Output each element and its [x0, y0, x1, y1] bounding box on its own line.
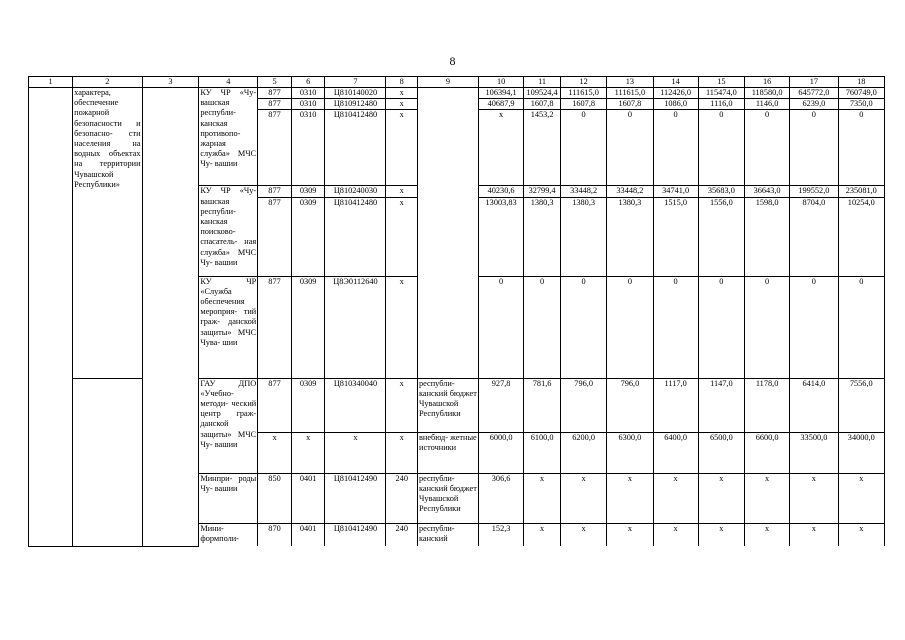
- value-cell: 927,8: [479, 378, 524, 432]
- code-c8: 240: [386, 523, 418, 546]
- code-c5: 877: [258, 186, 292, 197]
- value-cell: 1116,0: [698, 99, 744, 110]
- value-cell: 0: [745, 276, 790, 378]
- value-cell: 8704,0: [790, 197, 838, 276]
- column-number: 11: [524, 77, 561, 88]
- value-cell: 10254,0: [838, 197, 884, 276]
- code-c6: 0309: [291, 197, 325, 276]
- value-cell: х: [607, 473, 653, 523]
- column-number: 14: [653, 77, 698, 88]
- code-c8: х: [386, 432, 418, 473]
- value-cell: х: [524, 473, 561, 523]
- code-c5: 877: [258, 110, 292, 186]
- column-number: 18: [838, 77, 884, 88]
- value-cell: 6414,0: [790, 378, 838, 432]
- value-cell: 1178,0: [745, 378, 790, 432]
- executor-cell: Мини- формполи-: [199, 523, 258, 546]
- column-number: 4: [199, 77, 258, 88]
- funding-source-empty: [418, 88, 479, 379]
- value-cell: 0: [698, 276, 744, 378]
- code-c8: х: [386, 378, 418, 432]
- value-cell: 0: [790, 276, 838, 378]
- column-number: 7: [325, 77, 386, 88]
- column-number: 15: [698, 77, 744, 88]
- column-number: 5: [258, 77, 292, 88]
- code-c5: 877: [258, 197, 292, 276]
- value-cell: 118580,0: [745, 88, 790, 99]
- code-c5: 870: [258, 523, 292, 546]
- funding-source: республи- канский бюджет Чувашской Республики: [418, 473, 479, 523]
- code-c7: Ц8Э0112640: [325, 276, 386, 378]
- value-cell: 34741,0: [653, 186, 698, 197]
- code-c7: Ц810240030: [325, 186, 386, 197]
- value-cell: 152,3: [479, 523, 524, 546]
- value-cell: х: [524, 523, 561, 546]
- value-cell: 7350,0: [838, 99, 884, 110]
- value-cell: 199552,0: [790, 186, 838, 197]
- table-row: [29, 88, 885, 99]
- code-c7: Ц810412480: [325, 110, 386, 186]
- value-cell: 1117,0: [653, 378, 698, 432]
- executor-cell: КУ ЧР «Чу- вашская республи- канская поисково- спасатель- ная служба» МЧС Чу- вашии: [199, 186, 258, 276]
- value-cell: 1607,8: [524, 99, 561, 110]
- code-c5: 877: [258, 378, 292, 432]
- code-c7: Ц810412490: [325, 523, 386, 546]
- funding-source: республи- канский бюджет Чувашской Республики: [418, 378, 479, 432]
- value-cell: 32799,4: [524, 186, 561, 197]
- cell-col3: [142, 88, 199, 547]
- value-cell: 1607,8: [561, 99, 607, 110]
- code-c6: 0310: [291, 88, 325, 99]
- value-cell: 111615,0: [561, 88, 607, 99]
- code-c8: х: [386, 276, 418, 378]
- column-number: 16: [745, 77, 790, 88]
- value-cell: 1598,0: [745, 197, 790, 276]
- value-cell: х: [698, 523, 744, 546]
- value-cell: 112426,0: [653, 88, 698, 99]
- value-cell: 111615,0: [607, 88, 653, 99]
- value-cell: 0: [561, 110, 607, 186]
- value-cell: х: [479, 110, 524, 186]
- value-cell: 33500,0: [790, 432, 838, 473]
- value-cell: 13003,83: [479, 197, 524, 276]
- code-c7: Ц810140020: [325, 88, 386, 99]
- value-cell: 0: [653, 110, 698, 186]
- value-cell: х: [653, 523, 698, 546]
- value-cell: х: [790, 473, 838, 523]
- value-cell: 6239,0: [790, 99, 838, 110]
- value-cell: 1146,0: [745, 99, 790, 110]
- value-cell: 760749,0: [838, 88, 884, 99]
- value-cell: 235081,0: [838, 186, 884, 197]
- code-c8: х: [386, 197, 418, 276]
- value-cell: 1147,0: [698, 378, 744, 432]
- code-c6: 0309: [291, 186, 325, 197]
- value-cell: 0: [607, 276, 653, 378]
- value-cell: 1556,0: [698, 197, 744, 276]
- funding-source: внебюд- жетные источники: [418, 432, 479, 473]
- value-cell: 0: [524, 276, 561, 378]
- value-cell: х: [561, 523, 607, 546]
- column-number: 6: [291, 77, 325, 88]
- cell-col2-empty: [73, 378, 142, 546]
- executor-cell: КУ ЧР «Служба обеспечения мероприя- тий граж- данской защиты» МЧС Чува- шии: [199, 276, 258, 378]
- value-cell: 33448,2: [607, 186, 653, 197]
- code-c7: Ц810340040: [325, 378, 386, 432]
- page-number: 8: [449, 54, 456, 68]
- value-cell: х: [790, 523, 838, 546]
- value-cell: 0: [698, 110, 744, 186]
- column-number: 8: [386, 77, 418, 88]
- value-cell: 36643,0: [745, 186, 790, 197]
- value-cell: 40230,6: [479, 186, 524, 197]
- value-cell: 6200,0: [561, 432, 607, 473]
- code-c5: 877: [258, 99, 292, 110]
- code-c8: х: [386, 99, 418, 110]
- value-cell: 1607,8: [607, 99, 653, 110]
- code-c5: х: [258, 432, 292, 473]
- code-c5: 877: [258, 276, 292, 378]
- value-cell: х: [561, 473, 607, 523]
- executor-cell: ГАУ ДПО «Учебно- методи- ческий центр граж- данской защиты» МЧС Чу- вашии: [199, 378, 258, 473]
- code-c6: 0310: [291, 99, 325, 110]
- code-c8: 240: [386, 473, 418, 523]
- code-c6: х: [291, 432, 325, 473]
- code-c6: 0309: [291, 276, 325, 378]
- funding-source: республи- канский: [418, 523, 479, 546]
- value-cell: 1380,3: [524, 197, 561, 276]
- value-cell: 0: [790, 110, 838, 186]
- column-number: 3: [142, 77, 199, 88]
- value-cell: 6000,0: [479, 432, 524, 473]
- value-cell: х: [607, 523, 653, 546]
- value-cell: 1086,0: [653, 99, 698, 110]
- value-cell: 40687,9: [479, 99, 524, 110]
- value-cell: 34000,0: [838, 432, 884, 473]
- value-cell: 1380,3: [561, 197, 607, 276]
- column-number: 17: [790, 77, 838, 88]
- value-cell: 0: [561, 276, 607, 378]
- value-cell: 1515,0: [653, 197, 698, 276]
- value-cell: 796,0: [561, 378, 607, 432]
- value-cell: х: [698, 473, 744, 523]
- code-c6: 0401: [291, 523, 325, 546]
- executor-cell: КУ ЧР «Чу- вашская республи- канская противопо- жарная служба» МЧС Чу- вашии: [199, 88, 258, 186]
- code-c6: 0310: [291, 110, 325, 186]
- value-cell: х: [745, 473, 790, 523]
- code-c8: х: [386, 88, 418, 99]
- value-cell: 0: [838, 110, 884, 186]
- value-cell: 6300,0: [607, 432, 653, 473]
- value-cell: х: [745, 523, 790, 546]
- value-cell: 0: [838, 276, 884, 378]
- value-cell: х: [838, 523, 884, 546]
- value-cell: 1380,3: [607, 197, 653, 276]
- value-cell: 796,0: [607, 378, 653, 432]
- value-cell: 1453,2: [524, 110, 561, 186]
- code-c5: 877: [258, 88, 292, 99]
- value-cell: 115474,0: [698, 88, 744, 99]
- value-cell: 106394,1: [479, 88, 524, 99]
- code-c7: Ц810412480: [325, 197, 386, 276]
- column-number: 13: [607, 77, 653, 88]
- value-cell: 33448,2: [561, 186, 607, 197]
- code-c6: 0401: [291, 473, 325, 523]
- value-cell: 0: [745, 110, 790, 186]
- column-number: 9: [418, 77, 479, 88]
- value-cell: 645772,0: [790, 88, 838, 99]
- executor-cell: Минпри- роды Чу- вашии: [199, 473, 258, 523]
- goal-text: характера, обеспечение пожарной безопасности и безопасно- сти населения на водных объектах на территории Чувашской Республики»: [73, 88, 142, 379]
- code-c7: Ц810912480: [325, 99, 386, 110]
- code-c7: Ц810412490: [325, 473, 386, 523]
- value-cell: 781,6: [524, 378, 561, 432]
- column-number: 2: [73, 77, 142, 88]
- column-number: 10: [479, 77, 524, 88]
- value-cell: 109524,4: [524, 88, 561, 99]
- value-cell: 35683,0: [698, 186, 744, 197]
- code-c8: х: [386, 186, 418, 197]
- value-cell: х: [838, 473, 884, 523]
- value-cell: 0: [653, 276, 698, 378]
- budget-table: [28, 76, 885, 547]
- code-c7: х: [325, 432, 386, 473]
- code-c8: х: [386, 110, 418, 186]
- code-c5: 850: [258, 473, 292, 523]
- value-cell: 6500,0: [698, 432, 744, 473]
- code-c6: 0309: [291, 378, 325, 432]
- value-cell: 306,6: [479, 473, 524, 523]
- value-cell: 6100,0: [524, 432, 561, 473]
- value-cell: 6400,0: [653, 432, 698, 473]
- value-cell: 0: [607, 110, 653, 186]
- column-number: 1: [29, 77, 73, 88]
- value-cell: 6600,0: [745, 432, 790, 473]
- value-cell: х: [653, 473, 698, 523]
- value-cell: 0: [479, 276, 524, 378]
- cell-col1: [29, 88, 73, 547]
- value-cell: 7556,0: [838, 378, 884, 432]
- column-number: 12: [561, 77, 607, 88]
- column-number-row: [29, 77, 885, 88]
